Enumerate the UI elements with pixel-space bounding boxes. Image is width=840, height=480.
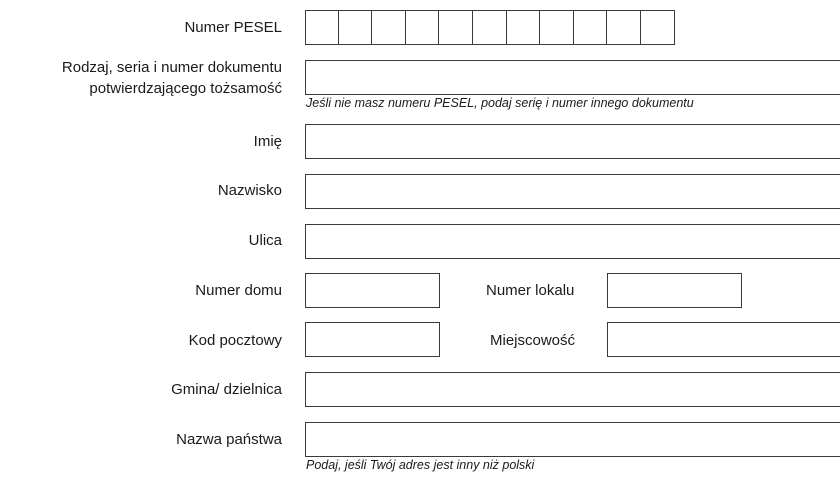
house-number-input[interactable]: [305, 273, 440, 308]
city-label: Miejscowość: [490, 332, 576, 349]
pesel-label: Numer PESEL: [184, 19, 282, 36]
apartment-number-input[interactable]: [607, 273, 742, 308]
house-number-label: Numer domu: [195, 282, 282, 299]
municipality-label: Gmina/ dzielnica: [171, 381, 282, 398]
street-label: Ulica: [248, 232, 282, 249]
document-input[interactable]: [305, 60, 840, 95]
pesel-digit-7[interactable]: [507, 10, 541, 45]
country-hint: Podaj, jeśli Twój adres jest inny niż polski: [306, 458, 535, 472]
pesel-digit-6[interactable]: [473, 10, 507, 45]
pesel-digit-1[interactable]: [305, 10, 339, 45]
city-input[interactable]: [607, 322, 840, 357]
country-label: Nazwa państwa: [176, 431, 282, 448]
document-label-line2: potwierdzającego tożsamość: [89, 80, 282, 97]
street-input[interactable]: [305, 224, 840, 259]
pesel-digit-3[interactable]: [372, 10, 406, 45]
document-label-line1: Rodzaj, seria i numer dokumentu: [61, 59, 282, 76]
pesel-digit-2[interactable]: [339, 10, 373, 45]
country-input[interactable]: [305, 422, 840, 457]
last-name-label: Nazwisko: [217, 182, 282, 199]
document-hint: Jeśli nie masz numeru PESEL, podaj serię i numer innego dokumentu: [306, 96, 694, 110]
postal-code-label: Kod pocztowy: [188, 332, 282, 349]
municipality-input[interactable]: [305, 372, 840, 407]
pesel-digit-4[interactable]: [406, 10, 440, 45]
pesel-digit-5[interactable]: [439, 10, 473, 45]
last-name-input[interactable]: [305, 174, 840, 209]
pesel-cells: [305, 10, 675, 45]
pesel-digit-8[interactable]: [540, 10, 574, 45]
pesel-digit-10[interactable]: [607, 10, 641, 45]
first-name-input[interactable]: [305, 124, 840, 159]
pesel-digit-11[interactable]: [641, 10, 675, 45]
apartment-number-label: Numer lokalu: [486, 282, 575, 299]
pesel-digit-9[interactable]: [574, 10, 608, 45]
first-name-label: Imię: [253, 133, 282, 150]
postal-code-input[interactable]: [305, 322, 440, 357]
